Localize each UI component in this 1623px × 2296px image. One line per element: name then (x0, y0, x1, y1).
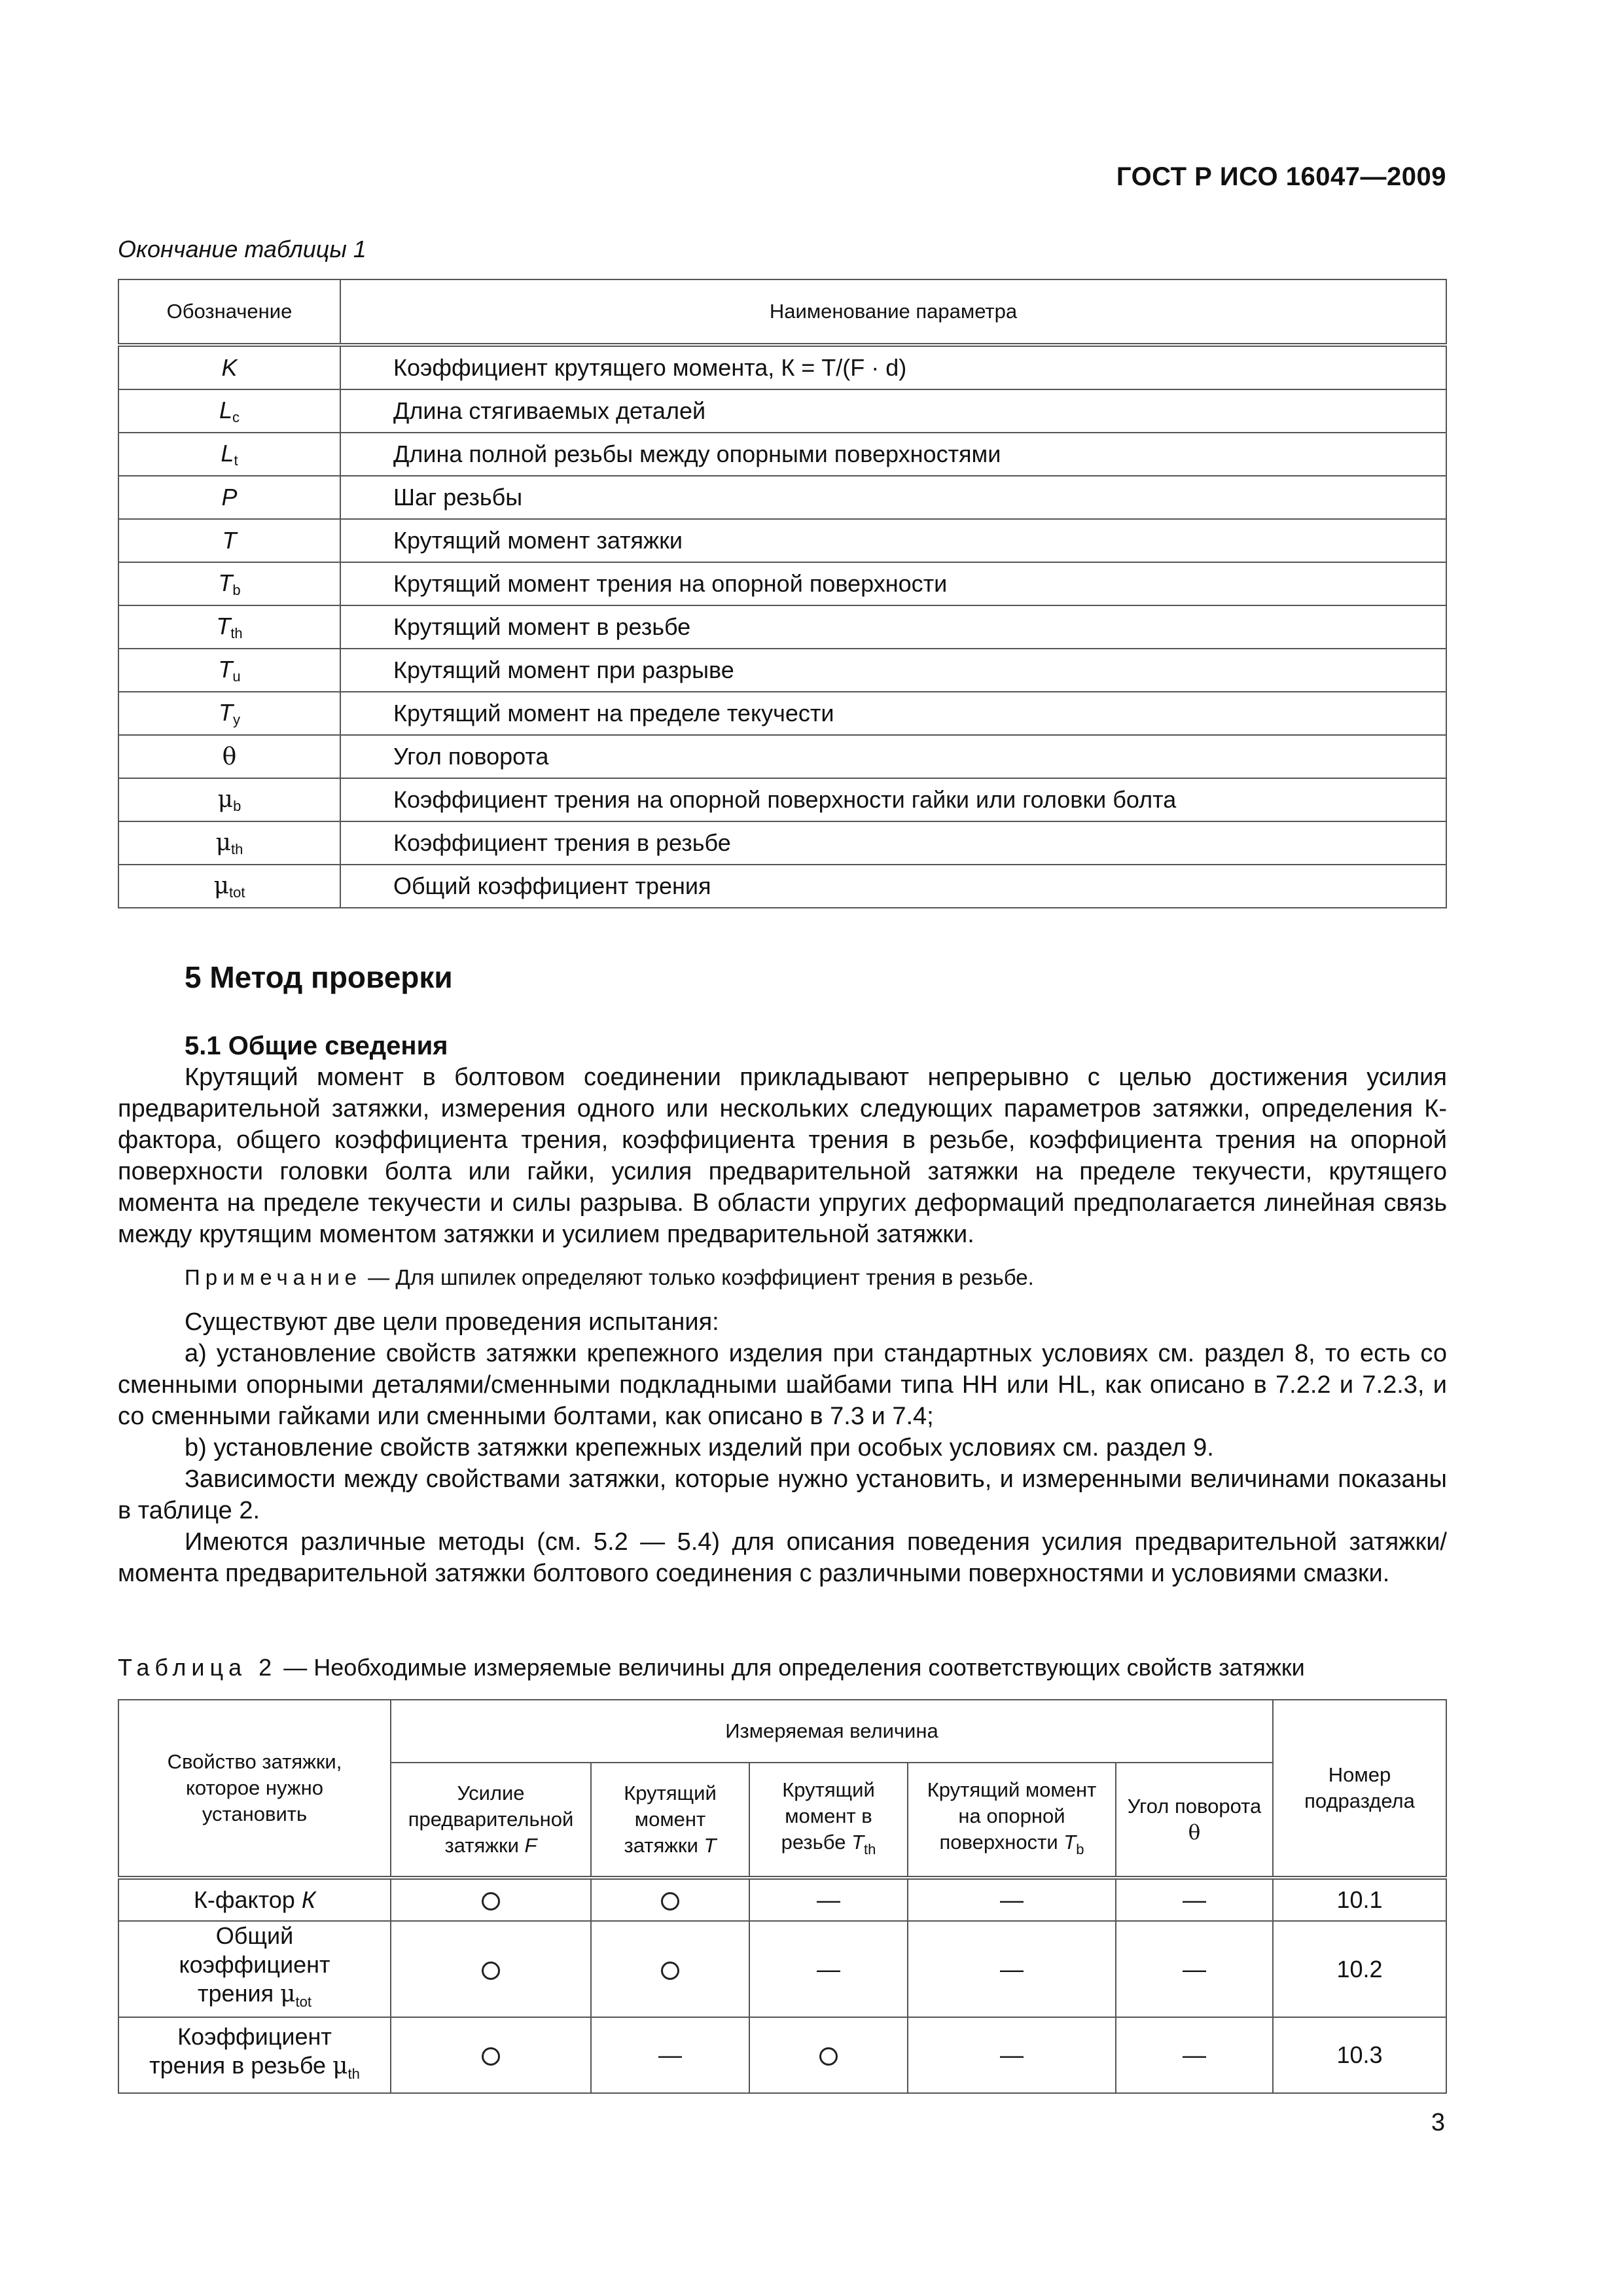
table2-caption-text: — Необходимые измеряемые величины для определения соответствующих свойств затяжки (277, 1654, 1305, 1681)
symbol-subscript: th (231, 840, 243, 857)
subcol-symbol: θ (1188, 1821, 1201, 1844)
parameter-name: Коэффициент крутящего момента, К = T/(F · d) (340, 345, 1446, 389)
parameter-name: Крутящий момент в резьбе (340, 605, 1446, 649)
table1-row (118, 821, 1446, 865)
symbol-cell (118, 605, 340, 649)
paragraph: a) установление свойств затяжки крепежного изделия при стандартных условиях см. раздел 8, то есть со сменными опорными деталями/сменными подкладными шайбами типа HH или HL, как описано в 7.2.2 и 7.2.3, и со сменными гайками или сменными болтами, как описано в 7.3 и 7.4; (118, 1340, 1447, 1430)
property-symbol: μ (280, 1981, 296, 2007)
symbol: P (221, 484, 238, 511)
property-name: Коэффициент трения в резьбе (149, 2022, 332, 2079)
measure-cell (391, 1878, 591, 1921)
symbol: T (222, 527, 237, 554)
parameter-name: Крутящий момент на пределе текучести (340, 692, 1446, 735)
property-cell (118, 1921, 391, 2017)
measure-cell: — (1116, 2017, 1273, 2093)
measure-cell: — (1116, 1921, 1273, 2017)
table2 (118, 1699, 1447, 2094)
measure-cell (391, 2017, 591, 2093)
subcol-label: Усилие предварительной затяжки (408, 1782, 574, 1857)
measure-cell (591, 1921, 749, 2017)
table2-caption (118, 1654, 1305, 1681)
symbol: T (218, 655, 233, 683)
parameter-name: Крутящий момент затяжки (340, 519, 1446, 562)
table2-col-property: Свойство затяжки, которое нужно установить (118, 1700, 391, 1878)
table1-row (118, 649, 1446, 692)
subcol-symbol: T (851, 1830, 864, 1854)
parameter-name: Крутящий момент трения на опорной поверхности (340, 562, 1446, 605)
subcol-subscript: b (1076, 1840, 1084, 1857)
symbol: μ (215, 829, 232, 856)
subcol-label: Крутящий момент в резьбе (781, 1778, 875, 1854)
section-heading: 5 Метод проверки (185, 960, 453, 994)
note-text: — Для шпилек определяют только коэффициент трения в резьбе. (362, 1265, 1034, 1289)
paragraph: Существуют две цели проведения испытания: (185, 1308, 719, 1336)
symbol-cell (118, 821, 340, 865)
subsection-heading: 5.1 Общие сведения (185, 1031, 448, 1060)
measure-cell: — (591, 2017, 749, 2093)
symbol-cell (118, 778, 340, 821)
symbol-subscript: tot (228, 884, 245, 901)
parameter-name: Длина полной резьбы между опорными поверхностями (340, 433, 1446, 476)
symbol-subscript: t (234, 452, 238, 469)
table2-subcol (391, 1763, 591, 1878)
subsection-number: 10.1 (1273, 1878, 1446, 1921)
symbol-subscript: y (233, 711, 240, 728)
symbol-subscript: c (232, 408, 240, 425)
table1-row (118, 865, 1446, 908)
table1-row (118, 476, 1446, 519)
subcol-label: Крутящий момент на опорной поверхности (927, 1778, 1097, 1854)
symbol: μ (213, 872, 229, 899)
circle-mark-icon (482, 2047, 500, 2066)
subcol-subscript: th (864, 1840, 876, 1857)
document-code: ГОСТ Р ИСО 16047—2009 (1116, 162, 1446, 191)
circle-mark-icon (661, 1892, 679, 1910)
paragraph: b) установление свойств затяжки крепежных изделий при особых условиях см. раздел 9. (185, 1434, 1214, 1462)
table1-col-name: Наименование параметра (340, 279, 1446, 345)
symbol: θ (222, 744, 237, 770)
circle-mark-icon (482, 1892, 500, 1910)
circle-mark-icon (482, 1962, 500, 1980)
table2-subcol (591, 1763, 749, 1878)
measure-cell: — (908, 2017, 1116, 2093)
symbol-subscript: u (232, 668, 241, 685)
subsection-number: 10.2 (1273, 1921, 1446, 2017)
circle-mark-icon (661, 1962, 679, 1980)
parameter-name: Угол поворота (340, 735, 1446, 778)
symbol-cell (118, 692, 340, 735)
measure-cell (591, 1878, 749, 1921)
table2-row (118, 1921, 1446, 2017)
symbol-cell (118, 433, 340, 476)
property-cell (118, 1878, 391, 1921)
table1-row (118, 433, 1446, 476)
table1-row (118, 562, 1446, 605)
symbol-cell (118, 519, 340, 562)
symbol-cell (118, 865, 340, 908)
property-symbol: μ (332, 2052, 348, 2079)
table1-header-row (118, 279, 1446, 345)
symbol-cell (118, 345, 340, 389)
symbol-subscript: th (230, 624, 243, 641)
table2-col-subsection: Номер подраздела (1273, 1700, 1446, 1878)
table2-subcol (749, 1763, 908, 1878)
symbol-cell (118, 735, 340, 778)
symbol: K (221, 354, 238, 381)
property-name: Общий коэффициент трения (179, 1922, 330, 2007)
measure-cell: — (1116, 1878, 1273, 1921)
table1-row (118, 778, 1446, 821)
table1-row (118, 735, 1446, 778)
table1-row (118, 345, 1446, 389)
symbol: T (216, 612, 231, 639)
table1-col-symbol: Обозначение (118, 279, 340, 345)
parameter-name: Крутящий момент при разрыве (340, 649, 1446, 692)
symbol-subscript: b (233, 797, 241, 814)
subsection-number: 10.3 (1273, 2017, 1446, 2093)
subcol-label: Угол поворота (1127, 1795, 1262, 1818)
subcol-symbol: T (1063, 1830, 1077, 1854)
property-symbol: К (301, 1886, 316, 1913)
subcol-label: Крутящий момент затяжки (624, 1782, 717, 1857)
property-cell (118, 2017, 391, 2093)
table1-body (118, 345, 1446, 908)
table2-header-row (118, 1700, 1446, 1763)
paragraph: Зависимости между свойствами затяжки, которые нужно установить, и измеренными величинами показаны в таблице 2. (118, 1465, 1447, 1524)
parameter-name: Общий коэффициент трения (340, 865, 1446, 908)
symbol-cell (118, 389, 340, 433)
table2-row (118, 2017, 1446, 2093)
page-number: 3 (1431, 2109, 1445, 2136)
parameter-name: Длина стягиваемых деталей (340, 389, 1446, 433)
subcol-symbol: F (524, 1834, 537, 1857)
paragraph: Имеются различные методы (см. 5.2 — 5.4) для описания поведения усилия предварительной затяжки/момента предварительной затяжки болтового соединения с различными поверхностями и условиями смазки. (118, 1528, 1447, 1587)
symbol: L (219, 396, 233, 423)
table1-row (118, 519, 1446, 562)
parameter-name: Шаг резьбы (340, 476, 1446, 519)
note-label: Примечание (185, 1265, 363, 1289)
measure-cell: — (908, 1921, 1116, 2017)
table2-col-measured: Измеряемая величина (391, 1700, 1273, 1763)
section-body (118, 1062, 1447, 1589)
table1 (118, 279, 1447, 908)
table2-body (118, 1878, 1446, 2093)
measure-cell: — (749, 1921, 908, 2017)
property-subscript: th (348, 2065, 360, 2082)
symbol-subscript: b (232, 581, 241, 598)
measure-cell: — (749, 1878, 908, 1921)
measure-cell (391, 1921, 591, 2017)
parameter-name: Коэффициент трения на опорной поверхности гайки или головки болта (340, 778, 1446, 821)
subcol-symbol: T (704, 1834, 717, 1857)
symbol: T (219, 698, 233, 726)
symbol: T (218, 569, 233, 596)
table1-row (118, 692, 1446, 735)
table2-caption-label: Таблица 2 (118, 1654, 277, 1681)
table2-subcol (908, 1763, 1116, 1878)
symbol-cell (118, 649, 340, 692)
symbol: μ (217, 785, 234, 813)
table2-row (118, 1878, 1446, 1921)
table1-row (118, 389, 1446, 433)
symbol: L (221, 439, 234, 467)
circle-mark-icon (819, 2047, 838, 2066)
symbol-cell (118, 476, 340, 519)
measure-cell (749, 2017, 908, 2093)
paragraph: Крутящий момент в болтовом соединении прикладывают непрерывно с целью достижения усилия предварительной затяжки, измерения одного или нескольких следующих параметров затяжки, определения К-фактора, общего коэффициента трения, коэффициента трения в резьбе, коэффициента трения на опорной поверхности головки болта или гайки, усилия предварительной затяжки на пределе текучести, крутящего момента на пределе текучести и силы разрыва. В области упругих деформаций предполагается линейная связь между крутящим моментом затяжки и усилием предварительной затяжки. (118, 1064, 1447, 1248)
table2-subcol (1116, 1763, 1273, 1878)
table1-caption: Окончание таблицы 1 (118, 236, 366, 262)
property-name: К-фактор (193, 1886, 295, 1913)
table1-row (118, 605, 1446, 649)
property-subscript: tot (295, 1994, 312, 2010)
symbol-cell (118, 562, 340, 605)
note (118, 1262, 1447, 1293)
measure-cell: — (908, 1878, 1116, 1921)
parameter-name: Коэффициент трения в резьбе (340, 821, 1446, 865)
